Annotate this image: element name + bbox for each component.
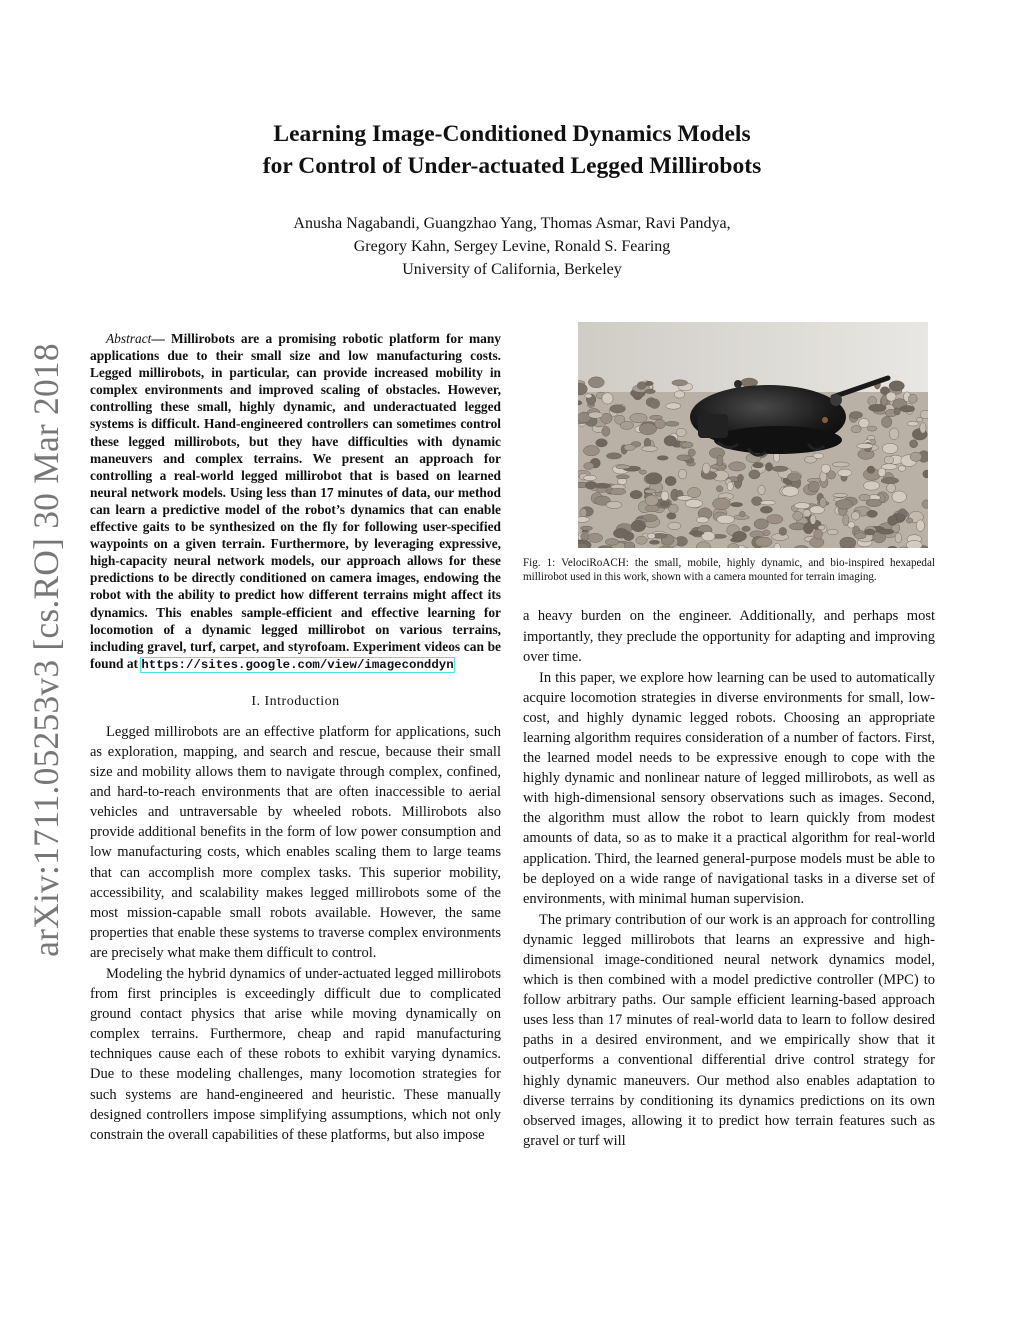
gravel-stone (602, 427, 610, 437)
gravel-stone (731, 502, 743, 506)
gravel-stone (782, 486, 799, 496)
gravel-stone (646, 473, 662, 485)
gravel-stone (716, 486, 723, 492)
gravel-stone (674, 391, 684, 398)
gravel-stone (689, 531, 704, 535)
gravel-stone (606, 501, 622, 508)
gravel-stone (682, 442, 694, 448)
gravel-stone (889, 428, 899, 440)
gravel-stone (758, 485, 765, 495)
gravel-stone (892, 491, 907, 503)
gravel-stone (578, 401, 582, 405)
gravel-stone (898, 466, 905, 472)
right-column (523, 322, 935, 1152)
gravel-stone (851, 512, 860, 520)
gravel-stone (644, 489, 655, 493)
gravel-stone (851, 426, 861, 433)
abstract-label: Abstract (106, 331, 152, 346)
gravel-stone (585, 394, 592, 398)
gravel-stone (613, 528, 628, 538)
gravel-stone (767, 515, 783, 524)
gravel-stone (650, 399, 660, 409)
gravel-stone (665, 421, 679, 426)
gravel-stone (631, 520, 646, 531)
gravel-stone (803, 523, 813, 534)
left-column (90, 330, 501, 1146)
gravel-stone (863, 481, 879, 490)
gravel-stone (859, 418, 869, 428)
gravel-stone (596, 439, 608, 447)
gravel-stone (742, 526, 751, 531)
arxiv-side-identifier (26, 343, 66, 957)
gravel-stone (667, 513, 676, 520)
gravel-stone (832, 462, 849, 467)
gravel-stone (910, 452, 922, 461)
gravel-stone (910, 440, 918, 448)
gravel-stone (894, 408, 900, 415)
gravel-stone (900, 406, 915, 413)
gravel-stone (616, 475, 629, 479)
gravel-stone (833, 493, 848, 497)
gravel-stone (793, 512, 803, 521)
gravel-stone (827, 529, 838, 535)
gravel-stone (580, 508, 587, 517)
gravel-stone (923, 470, 928, 478)
gravel-stone (916, 520, 924, 532)
section-heading-introduction: I. Introduction (251, 693, 340, 709)
gravel-stone (637, 382, 646, 390)
gravel-stone (610, 405, 625, 413)
robot-photo (578, 322, 928, 548)
gravel-stone (661, 491, 669, 501)
gravel-stone (855, 533, 867, 539)
gravel-stone (665, 476, 676, 485)
gravel-stone (645, 389, 656, 393)
paragraph: Modeling the hybrid dynamics of under-actuated legged millirobots from first principles is exceedingly difficult due to complicated ground contact physics that arise while moving dynamically on complex terrains. Furthermore, cheap and rapid manufacturing techniques cause each of these robots to exhibit varying dynamics. Due to these modeling challenges, many locomotion strategies for such systems are hand-engineered and heuristic. These manually designed controllers impose simplifying assumptions, which not only constrain the overall capabilities of these platforms, but also impose (90, 966, 501, 1143)
gravel-stone (755, 537, 772, 547)
gravel-stone (713, 498, 731, 510)
arxiv-id-text: arXiv:1711.05253v3 [cs.RO] 30 Mar 2018 (26, 343, 66, 957)
gravel-stone (882, 443, 898, 453)
gravel-stone (672, 380, 688, 386)
gravel-stone (753, 463, 764, 468)
gravel-stone (867, 426, 877, 431)
authors-line-2: Gregory Kahn, Sergey Levine, Ronald S. Fearing (353, 238, 671, 255)
gravel-stone (843, 514, 849, 525)
intro-left-text (90, 722, 501, 1145)
gravel-stone (677, 496, 692, 501)
gravel-stone (636, 536, 647, 544)
gravel-stone (772, 466, 788, 471)
gravel-stone (754, 519, 768, 529)
gravel-stone (605, 539, 618, 546)
gravel-stone (884, 456, 894, 464)
affiliation: University of California, Berkeley (402, 261, 622, 278)
gravel-stone (867, 510, 878, 517)
gravel-stone (685, 499, 702, 507)
gravel-stone (906, 518, 913, 523)
gravel-stone (838, 469, 852, 476)
gravel-stone (859, 494, 870, 501)
gravel-stone (814, 529, 823, 539)
gravel-stone (907, 421, 918, 426)
gravel-stone (678, 469, 686, 479)
gravel-stone (857, 443, 873, 448)
abstract-text: Millirobots are a promising robotic platform for many applications due to their small size and low manufacturing costs. Legged millirobots, in particular, can provide increased mobility in complex environments and improved scaling of obstacles. However, controlling these small, highly dynamic, and underactuated legged systems is difficult. Hand-engineered controllers can sometimes control these legged millirobots, but they have difficulties with dynamic maneuvers and complex terrains. We present an approach for controlling a real-world legged millirobot that is based on learned neural network models. Using less than 17 minutes of data, our method can learn a predictive model of the robot’s dynamics that can enable effective gaits to be synthesized on the fly for following user-specified waypoints on a given terrain. Furthermore, by leveraging expressive, high-capacity neural network models, our approach allows for these predictions to be directly conditioned on camera images, endowing the robot with the ability to predict how different terrains might affect its dynamics. This enables sample-efficient and effective learning for locomotion of a dynamic legged millirobot on various terrains, including gravel, turf, carpet, and styrofoam. Experiment videos can be found at (90, 331, 501, 671)
gravel-stone (583, 475, 596, 480)
gravel-stone (908, 394, 917, 403)
gravel-stone (836, 499, 853, 509)
gravel-stone (650, 415, 663, 419)
gravel-stone (630, 490, 642, 498)
abstract-dash: — (151, 331, 171, 346)
gravel-stone (585, 481, 596, 489)
gravel-stone (630, 413, 647, 423)
gravel-stone (676, 428, 686, 436)
gravel-stone (645, 495, 658, 506)
gravel-stone (818, 525, 825, 530)
gravel-stone (808, 481, 819, 492)
gravel-stone (889, 381, 904, 391)
gravel-stone (888, 516, 898, 526)
gravel-stone (624, 444, 635, 450)
paragraph: The primary contribution of our work is an approach for controlling dynamic legged millirobots that learns an expressive and high-dimensional image-conditioned neural network dynamics model, which is then combined with a model predictive controller (MPC) to follow arbitrary paths. Our sample efficient learning-based approach uses less than 17 minutes of real-world data to learn to follow desired paths in a desired environment, and we empirically show that it outperforms a conventional differential drive control strategy for highly dynamic maneuvers. Our method also enables adaptation to diverse terrains by conditioning its dynamics predictions on its own observed images, allowing it to predict how terrain features such as gravel or turf will (523, 911, 935, 1149)
author-block (0, 212, 1024, 281)
gravel-stone (840, 537, 856, 548)
gravel-stone (760, 506, 772, 513)
gravel-stone (648, 533, 656, 539)
paper-title (0, 118, 1024, 182)
gravel-stone (669, 504, 679, 513)
gravel-stone (578, 517, 589, 523)
gravel-stone (717, 455, 723, 466)
project-link[interactable]: https://sites.google.com/view/imageconddyn (141, 657, 454, 672)
gravel-stone (620, 421, 634, 429)
paragraph: In this paper, we explore how learning can be used to automatically acquire locomotion strategies in diverse environments for small, low-cost, and highly dynamic legged robots. Choosing an appropriate learning algorithm requires consideration of a number of factors. First, the learned model needs to be expressive enough to cope with the highly dynamic and nonlinear nature of legged millirobots, as well as with high-dimensional sensory observations such as images. Second, the algorithm must allow the robot to learn quickly from modest amounts of data, so as to make it a practical algorithm for real-world application. Third, the learned general-purpose models must be able to be deployed on a wide range of navigational tasks in a diverse set of environments, with minimal human supervision. (523, 669, 935, 907)
gravel-stone (738, 474, 744, 481)
gravel-stone (765, 463, 772, 472)
gravel-stone (696, 517, 708, 523)
gravel-stone (794, 503, 810, 509)
gravel-stone (610, 488, 626, 494)
abstract (90, 330, 501, 674)
gravel-stone (602, 393, 613, 404)
gravel-stone (752, 497, 763, 506)
gravel-stone (588, 412, 602, 418)
gravel-stone (688, 449, 695, 456)
gravel-stone (881, 477, 899, 483)
gravel-stone (886, 392, 896, 401)
gravel-stone (584, 463, 594, 470)
title-line-2: for Control of Under-actuated Legged Millirobots (262, 153, 762, 179)
gravel-stone (867, 466, 875, 473)
gravel-stone (887, 484, 896, 493)
gravel-stone (588, 533, 603, 542)
gravel-stone (920, 423, 926, 434)
gravel-stone (749, 470, 760, 479)
gravel-stone (916, 417, 922, 422)
gravel-stone (583, 446, 599, 456)
gravel-stone (895, 533, 902, 543)
gravel-stone (882, 416, 892, 427)
gravel-stone (881, 464, 897, 470)
gravel-stone (588, 377, 604, 388)
gravel-stone (739, 511, 745, 516)
intro-right-text (523, 606, 935, 1151)
gravel-stone (717, 515, 735, 524)
paragraph: Legged millirobots are an effective platform for applications, such as exploration, mapping, and search and rescue, because their small size and mobility allows them to navigate through complex, confined, and hard-to-reach environments that are often inaccessible to aerial vehicles and untraversable by wheeled robots. Millirobots also provide additional benefits in the form of low power consumption and low manufacturing costs, which enables scaling them to large teams that can accomplish more complex tasks. This superior mobility, accessibility, and scalability makes legged millirobots some of the most mission-capable small robots available. However, the same properties that enable these systems to traverse complex environments are precisely what make them difficult to control. (90, 723, 501, 961)
paragraph: a heavy burden on the engineer. Additionally, and perhaps most importantly, they preclude the opportunity for adapting and improving over time. (523, 608, 935, 665)
gravel-stone (805, 456, 817, 463)
gravel-stone (616, 465, 630, 469)
gravel-stone (803, 510, 811, 517)
gravel-stone (878, 529, 894, 534)
gravel-stone (821, 464, 830, 473)
gravel-stone (779, 527, 787, 535)
gravel-stone (606, 453, 621, 459)
robot-photo-illustration (578, 322, 928, 548)
gravel-stone (820, 498, 827, 508)
gravel-stone (642, 446, 658, 452)
gravel-stone (732, 531, 746, 541)
gravel-stone (864, 529, 875, 535)
gravel-stone (897, 514, 905, 521)
gravel-stone (666, 403, 681, 409)
gravel-stone (760, 500, 775, 505)
figure-caption: Fig. 1: VelociRoACH: the small, mobile, highly dynamic, and bio-inspired hexapedal millirobot used in this work, shown with a camera mounted for terrain imaging. (523, 557, 935, 584)
gravel-stone (729, 462, 746, 471)
gravel-stone (810, 515, 816, 525)
gravel-stone (727, 482, 733, 491)
gravel-stone (655, 419, 666, 428)
title-line-1: Learning Image-Conditioned Dynamics Models (273, 121, 751, 147)
gravel-stone (639, 470, 646, 474)
authors-line-1: Anusha Nagabandi, Guangzhao Yang, Thomas Asmar, Ravi Pandya, (293, 215, 731, 232)
gravel-stone (702, 463, 710, 474)
gravel-stone (850, 412, 863, 419)
gravel-stone (664, 436, 677, 446)
gravel-stone (639, 423, 657, 435)
gravel-stone (866, 499, 882, 506)
gravel-stone (906, 540, 922, 548)
gravel-stone (668, 522, 681, 530)
gravel-stone (677, 455, 691, 461)
gravel-stone (649, 540, 659, 544)
gravel-stone (660, 502, 669, 506)
gravel-stone (581, 526, 593, 530)
gravel-stone (787, 473, 801, 482)
gravel-stone (657, 456, 668, 460)
